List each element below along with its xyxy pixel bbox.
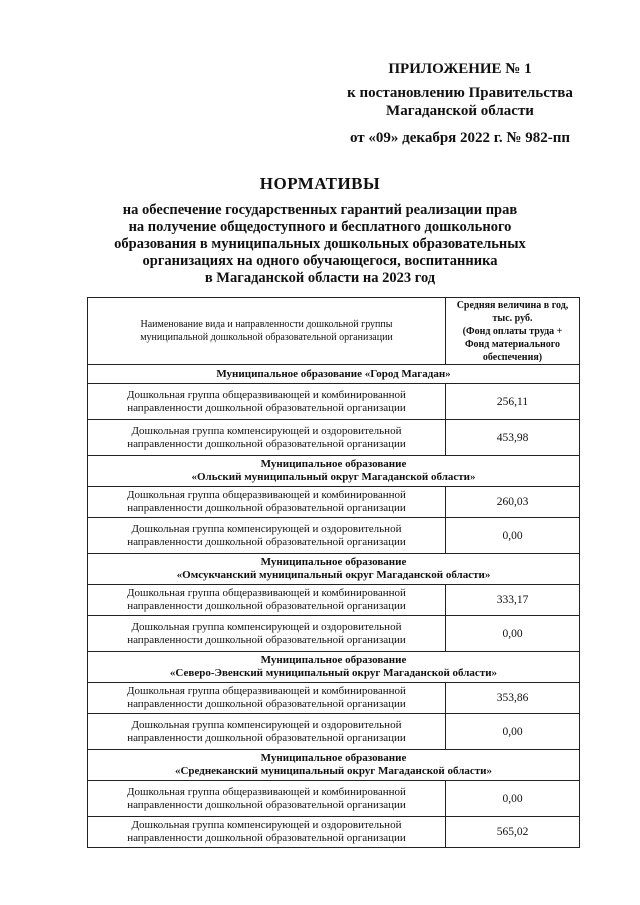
table-row (88, 616, 580, 652)
appendix-line-2: Магаданской области (386, 103, 534, 119)
municipality-row (88, 554, 580, 585)
municipality-line-2: «Ольский муниципальный округ Магаданской области» (191, 471, 476, 483)
group-general-line-2: направленности дошкольной образовательной организации (127, 502, 406, 514)
municipality-row (88, 750, 580, 781)
municipality-row (88, 456, 580, 487)
municipality-line-1: Муниципальное образование «Город Магадан» (216, 367, 451, 380)
municipality-name (88, 456, 580, 487)
municipality-line-2: «Среднеканский муниципальный округ Магаданской области» (174, 765, 493, 777)
table-row (88, 683, 580, 714)
group-general-line-2: направленности дошкольной образовательной организации (127, 401, 406, 414)
table-row (88, 781, 580, 817)
table-row (88, 518, 580, 554)
group-comp-line-2: направленности дошкольной образовательной организации (127, 535, 406, 548)
group-comp-line-2: направленности дошкольной образовательной организации (127, 633, 406, 646)
group-name-cell (88, 384, 446, 420)
table-row (88, 585, 580, 616)
municipality-line-1: Муниципальное образование (260, 556, 407, 568)
header-value-line-4: Фонд материального (464, 338, 561, 350)
group-general-line-2: направленности дошкольной образовательной организации (127, 600, 406, 612)
appendix-block (330, 60, 590, 147)
group-name-cell (88, 585, 446, 616)
appendix-line-1: к постановлению Правительства (347, 85, 573, 101)
group-value-cell: 0,00 (446, 781, 580, 817)
group-comp-line-1: Дошкольная группа компенсирующей и оздоровительной (131, 620, 402, 633)
group-comp-line-1: Дошкольная группа компенсирующей и оздоровительной (131, 819, 402, 831)
group-value-cell: 333,17 (446, 585, 580, 616)
title-subtitle (80, 202, 560, 287)
table-row (88, 714, 580, 750)
appendix-number: ПРИЛОЖЕНИЕ № 1 (388, 61, 532, 77)
group-value-cell: 353,86 (446, 683, 580, 714)
municipality-line-2: «Северо-Эвенский муниципальный округ Магаданской области» (169, 667, 498, 679)
group-name-cell (88, 683, 446, 714)
municipality-name (88, 750, 580, 781)
title-line-1: на обеспечение государственных гарантий реализации прав (122, 202, 518, 218)
municipality-line-2: «Омсукчанский муниципальный округ Магаданской области» (176, 569, 491, 581)
header-value-line-1: Средняя величина в год, (456, 299, 569, 311)
group-comp-line-1: Дошкольная группа компенсирующей и оздоровительной (131, 424, 402, 437)
municipality-row (88, 365, 580, 384)
municipality-name (88, 554, 580, 585)
header-name-line-2: муниципальной дошкольной образовательной организации (140, 332, 393, 343)
group-general-line-1: Дошкольная группа общеразвивающей и комбинированной (127, 388, 406, 401)
group-comp-line-2: направленности дошкольной образовательной организации (127, 731, 406, 744)
group-general-line-1: Дошкольная группа общеразвивающей и комбинированной (127, 489, 406, 501)
group-general-line-2: направленности дошкольной образовательной организации (127, 798, 406, 811)
group-comp-line-1: Дошкольная группа компенсирующей и оздоровительной (131, 522, 402, 535)
group-name-cell (88, 518, 446, 554)
group-name-cell (88, 487, 446, 518)
group-general-line-1: Дошкольная группа общеразвивающей и комбинированной (127, 587, 406, 599)
group-value-cell: 0,00 (446, 714, 580, 750)
group-comp-line-1: Дошкольная группа компенсирующей и оздоровительной (131, 718, 402, 731)
table-row (88, 420, 580, 456)
group-name-cell (88, 420, 446, 456)
title-line-2: на получение общедоступного и бесплатного дошкольного (128, 219, 512, 235)
header-value-line-5: обеспечения) (482, 351, 543, 363)
norms-table (87, 297, 580, 848)
group-value-cell: 453,98 (446, 420, 580, 456)
group-value-cell: 565,02 (446, 817, 580, 848)
group-name-cell (88, 781, 446, 817)
group-name-cell (88, 817, 446, 848)
header-value-line-3: (Фонд оплаты труда + (462, 325, 563, 337)
title-line-3: образования в муниципальных дошкольных образовательных (114, 236, 526, 252)
group-general-line-1: Дошкольная группа общеразвивающей и комбинированной (127, 685, 406, 697)
header-value-line-2: тыс. руб. (492, 312, 533, 324)
table-row (88, 384, 580, 420)
municipality-line-1: Муниципальное образование (260, 654, 407, 666)
group-general-line-2: направленности дошкольной образовательной организации (127, 698, 406, 710)
group-value-cell: 256,11 (446, 384, 580, 420)
header-value-cell (446, 298, 580, 365)
municipality-line-1: Муниципальное образование (260, 752, 407, 764)
table-row (88, 487, 580, 518)
group-value-cell: 260,03 (446, 487, 580, 518)
municipality-name (88, 652, 580, 683)
appendix-date: от «09» декабря 2022 г. № 982-пп (349, 130, 570, 146)
municipality-row (88, 652, 580, 683)
title-line-4: организациях на одного обучающегося, воспитанника (142, 253, 498, 269)
document-title (80, 174, 560, 287)
group-value-cell: 0,00 (446, 518, 580, 554)
municipality-name (88, 365, 580, 384)
header-name-cell (88, 298, 446, 365)
group-value-cell: 0,00 (446, 616, 580, 652)
group-name-cell (88, 616, 446, 652)
group-comp-line-2: направленности дошкольной образовательной организации (127, 832, 406, 844)
title-line-5: в Магаданской области на 2023 год (204, 270, 436, 286)
header-name-line-1: Наименование вида и направленности дошкольной группы (140, 319, 393, 330)
group-name-cell (88, 714, 446, 750)
group-comp-line-2: направленности дошкольной образовательной организации (127, 437, 406, 450)
municipality-line-1: Муниципальное образование (260, 458, 407, 470)
table-row (88, 817, 580, 848)
title-main: НОРМАТИВЫ (259, 174, 381, 193)
table-header-row (88, 298, 580, 365)
group-general-line-1: Дошкольная группа общеразвивающей и комбинированной (127, 785, 406, 798)
